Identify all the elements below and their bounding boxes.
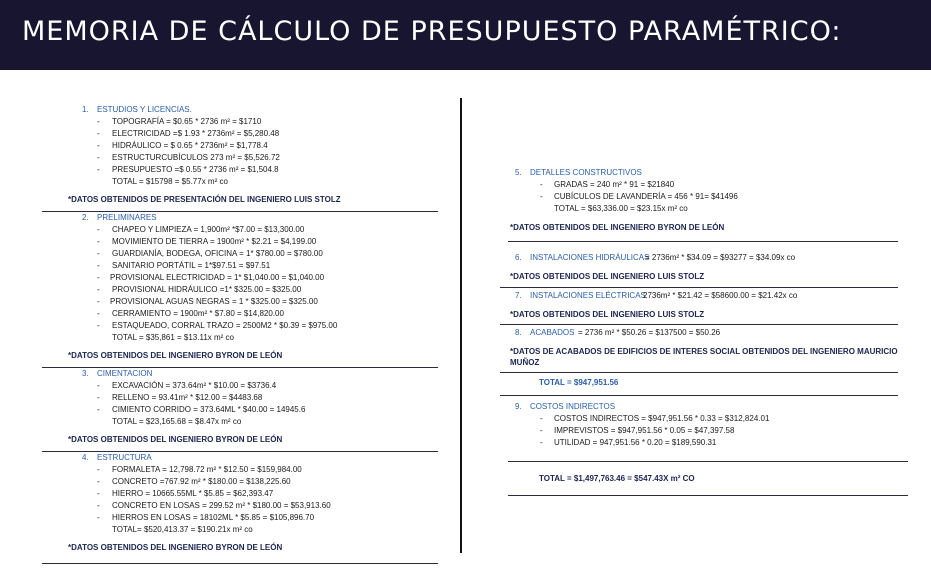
bullet: - [97,513,100,522]
section-heading: DETALLES CONSTRUCTIVOS [530,168,642,177]
separator-line [508,241,898,242]
list-item: ESTRUCTURCUBÍCULOS 273 m² = $5,526.72 [112,153,280,162]
list-item: PROVISIONAL HIDRÁULICO =1* $325.00 = $325.00 [112,285,302,294]
section-calc: = 2736 m² * $50.26 = $137500 = $50.26 [578,328,721,337]
section-total: TOTAL= $520,413.37 = $190.21x m² co [112,525,253,534]
section-number: 5. [515,168,522,177]
section-total: TOTAL = $63,336.00 = $23.15x m² co [554,204,688,213]
list-item: PROVISIONAL AGUAS NEGRAS = 1 * $325.00 = $325.00 [110,297,318,306]
list-item: CIMIENTO CORRIDO = 373.64ML * $40.00 = 14945.6 [112,405,306,414]
source-note: *DATOS OBTENIDOS DE PRESENTACIÓN DEL INGENIERO LUIS STOLZ [68,195,341,204]
list-item: SANITARIO PORTÁTIL = 1*$97.51 = $97.51 [112,261,271,270]
source-note: *DATOS DE ACABADOS DE EDIFICIOS DE INTERES SOCIAL OBTENIDOS DEL INGENIERO MAURICIO [510,347,898,356]
section-number: 8. [515,328,522,337]
list-item: HIDRÁULICO = $ 0.65 * 2736m² = $1,778.4 [112,141,268,150]
grand-total: TOTAL = $1,497,763.46 = $547.43X m² CO [539,474,695,483]
section-heading: INSTALACIONES ELÉCTRICAS [530,291,646,300]
section-heading: ACABADOS [530,328,575,337]
list-item: CONCRETO =767.92 m² * $180.00 = $138,225.60 [112,477,291,486]
section-number: 6. [515,253,522,262]
source-note: *DATOS OBTENIDOS DEL INGENIERO BYRON DE LEÓN [68,543,283,552]
section-number: 7. [515,291,522,300]
bullet: - [97,393,100,402]
source-note: *DATOS OBTENIDOS DEL INGENIERO BYRON DE LEÓN [68,435,283,444]
list-item: ESTAQUEADO, CORRAL TRAZO = 2500M2 * $0.39 = $975.00 [112,321,338,330]
bullet: - [97,285,100,294]
list-item: GUARDIANÍA, BODEGA, OFICINA = 1* $780.00 = $780.00 [112,249,323,258]
separator-line [42,367,438,368]
separator-line [500,324,898,325]
list-item: RELLENO = 93.41m² * $12.00 = $4483.68 [112,393,263,402]
source-note-cont: MUÑOZ [510,358,540,367]
section-heading: ESTRUCTURA [97,453,152,462]
list-item: CHAPEO Y LIMPIEZA = 1,900m² *$7.00 = $13,300.00 [112,225,305,234]
section-total: TOTAL = $15798 = $5.77x m² co [112,177,228,186]
separator-line [500,395,898,396]
section-number: 4. [82,453,89,462]
separator-line [42,451,438,452]
title-banner [0,0,931,70]
bullet: - [97,237,100,246]
bullet: - [97,405,100,414]
bullet: - [97,381,100,390]
bullet: - [540,414,543,423]
list-item: EXCAVACIÓN = 373.64m² * $10.00 = $3736.4 [112,381,277,390]
separator-line [500,287,898,288]
section-calc: = 2736m² * $34.09 = $93277 = $34.09x co [645,253,796,262]
bullet: - [97,501,100,510]
separator-line [42,211,438,212]
bullet: - [97,477,100,486]
bullet: - [540,438,543,447]
source-note: *DATOS OBTENIDOS DEL INGENIERO LUIS STOLZ [510,272,705,281]
section-heading: COSTOS INDIRECTOS [530,402,616,411]
bullet: - [97,141,100,150]
bullet: - [97,297,100,306]
bullet: - [540,192,543,201]
source-note: *DATOS OBTENIDOS DEL INGENIERO BYRON DE LEÓN [68,351,283,360]
column-divider [460,98,462,553]
bullet: - [97,153,100,162]
separator-line [42,563,438,564]
source-note: *DATOS OBTENIDOS DEL INGENIERO BYRON DE LEÓN [510,223,725,232]
section-number: 9. [515,402,522,411]
list-item: HIERROS EN LOSAS = 18102ML * $5.85 = $105,896.70 [112,513,315,522]
list-item: COSTOS INDIRECTOS = $947,951.56 * 0.33 = $312,824.01 [554,414,770,423]
list-item: CONCRETO EN LOSAS = 299.52 m² * $180.00 = $53,913.60 [112,501,331,510]
list-item: PROVISIONAL ELECTRICIDAD = 1* $1,040.00 = $1,040.00 [110,273,325,282]
bullet: - [97,165,100,174]
section-heading: INSTALACIONES HIDRÁULICAS [530,253,650,262]
page-title: MEMORIA DE CÁLCULO DE PRESUPUESTO PARAMÉTRICO: [22,16,842,47]
bullet: - [97,225,100,234]
section-total: TOTAL = $23,165.68 = $8.47x m² co [112,417,242,426]
list-item: CUBÍCULOS DE LAVANDERÍA = 456 * 91= $41496 [554,192,738,201]
list-item: MOVIMIENTO DE TIERRA = 1900m² * $2.21 = $4,199.00 [112,237,317,246]
section-number: 3. [82,369,89,378]
list-item: HIERRO = 10665.55ML * $5.85 = $62,393.47 [112,489,274,498]
section-heading: PRELIMINARES [97,213,157,222]
bullet: - [540,180,543,189]
section-total: TOTAL = $35,861 = $13.11x m² co [112,333,234,342]
list-item: TOPOGRAFÍA = $0.65 * 2736 m² = $1710 [112,117,262,126]
separator-line [508,461,908,462]
bullet: - [97,321,100,330]
list-item: FORMALETA = 12,798.72 m² * $12.50 = $159,984.00 [112,465,302,474]
bullet: - [97,261,100,270]
separator-line [508,495,908,496]
section-heading: CIMENTACION [97,369,153,378]
list-item: IMPREVISTOS = $947,951.56 * 0.05 = $47,397.58 [554,426,735,435]
list-item: CERRAMIENTO = 1900m² * $7.80 = $14,820.00 [112,309,284,318]
bullet: - [97,309,100,318]
section-heading: ESTUDIOS Y LICENCIAS. [97,105,192,114]
list-item: UTILIDAD = 947,951.56 * 0.20 = $189,590.31 [554,438,717,447]
list-item: GRADAS = 240 m² * 91 = $21840 [554,180,675,189]
subtotal: TOTAL = $947,951.56 [539,378,619,387]
bullet: - [97,249,100,258]
section-number: 1. [82,105,89,114]
separator-line [500,372,898,373]
bullet: - [97,273,100,282]
list-item: PRESUPUESTO =$ 0.55 * 2736 m² = $1,504.8 [112,165,279,174]
bullet: - [97,129,100,138]
source-note: *DATOS OBTENIDOS DEL INGENIERO LUIS STOLZ [510,310,705,319]
bullet: - [97,489,100,498]
section-calc: 2736m² * $21.42 = $58600.00 = $21.42x co [643,291,798,300]
bullet: - [97,117,100,126]
list-item: ELECTRICIDAD =$ 1.93 * 2736m² = $5,280.48 [112,129,280,138]
bullet: - [97,465,100,474]
bullet: - [540,426,543,435]
section-number: 2. [82,213,89,222]
